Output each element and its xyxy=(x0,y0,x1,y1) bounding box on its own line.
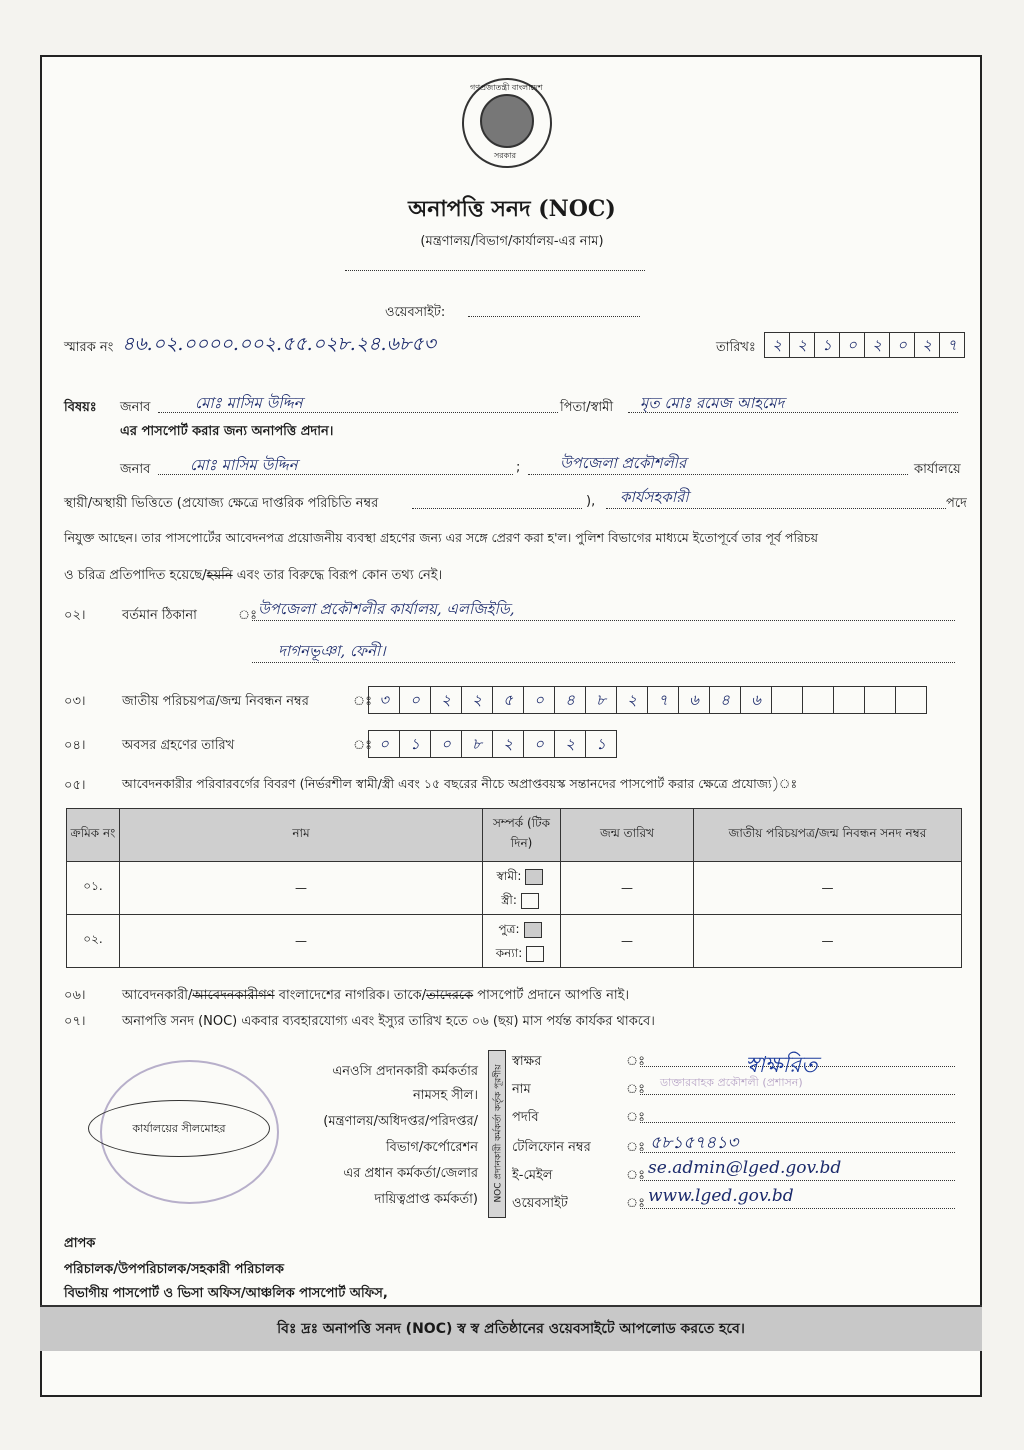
colon: ঃ xyxy=(626,1110,646,1125)
relation-husband: স্বামী: xyxy=(496,869,522,883)
daughter-checkbox[interactable] xyxy=(526,946,544,962)
col-name: নাম xyxy=(120,809,483,862)
colon: ঃ xyxy=(626,1082,646,1097)
website-value: www.lged.gov.bd xyxy=(648,1186,794,1206)
date-boxes xyxy=(764,332,964,358)
address-colon: ঃ xyxy=(238,608,258,623)
official-id-line xyxy=(412,508,582,509)
body-line4-strike: হয়নি xyxy=(206,568,233,583)
vertical-label-text: NOC প্রদানকারী কর্মকর্তা কর্তৃক পূরণীয় xyxy=(493,1064,504,1203)
body-name: মোঃ মাসিম উদ্দিন xyxy=(190,456,298,474)
email-line xyxy=(640,1180,955,1181)
decl06-strike1: আবেদনকারীগণ xyxy=(192,988,275,1003)
row-relation xyxy=(483,862,561,915)
website-line xyxy=(468,316,640,317)
colon: ঃ xyxy=(626,1140,646,1155)
colon: ঃ xyxy=(626,1054,646,1069)
item-04-number: ০৪। xyxy=(64,738,86,753)
retire-label: অবসর গ্রহণের তারিখ xyxy=(122,738,235,753)
nid-digit: ২ xyxy=(430,686,462,714)
subject-mr-label: জনাব xyxy=(120,400,151,415)
officer-signature: স্বাক্ষরিত xyxy=(745,1053,818,1078)
subject-name: মোঃ মাসিম উদ্দিন xyxy=(195,394,303,412)
officer-line: (মন্ত্রণালয়/অধিদপ্তর/পরিদপ্তর/ xyxy=(323,1114,478,1129)
item-02-number: ০২। xyxy=(64,608,86,623)
row-name: — xyxy=(120,915,483,968)
table-row xyxy=(67,862,962,915)
nid-digit: ৬ xyxy=(740,686,772,714)
nid-digit xyxy=(802,686,834,714)
address-line2: দাগনভূঞা, ফেনী। xyxy=(278,642,386,660)
nid-digit xyxy=(833,686,865,714)
declaration-06 xyxy=(122,986,629,1007)
date-label: তারিখঃ xyxy=(716,340,756,355)
retire-digit: ১ xyxy=(585,730,617,758)
government-seal xyxy=(462,78,552,168)
retire-digit: ২ xyxy=(492,730,524,758)
nid-digit xyxy=(771,686,803,714)
retire-digit: ১ xyxy=(399,730,431,758)
body-line2: স্থায়ী/অস্থায়ী ভিত্তিতে (প্রযোজ্য ক্ষেত্রে দাপ্তরিক পরিচিতি নম্বর xyxy=(64,496,379,511)
row-relation xyxy=(483,915,561,968)
wife-checkbox[interactable] xyxy=(521,893,539,909)
officer-line: এনওসি প্রদানকারী কর্মকর্তার xyxy=(332,1064,478,1079)
nid-digit: ৫ xyxy=(492,686,524,714)
memo-number: ৪৬.০২.০০০০.০০২.৫৫.০২৮.২৪.৬৮৫৩ xyxy=(122,333,436,355)
body-line4-b: এবং তার বিরুদ্ধে বিরূপ কোন তথ্য নেই। xyxy=(232,568,443,583)
row-name: — xyxy=(120,862,483,915)
nid-boxes xyxy=(368,686,926,714)
nid-digit: ৪ xyxy=(709,686,741,714)
body-line3: নিযুক্ত আছেন। তার পাসপোর্টের আবেদনপত্র প্রয়োজনীয় ব্যবস্থা গ্রহণের জন্য এর সঙ্গে প্রেরণ করা হ'ল। পুলিশ বিভাগের মাধ্যমে ইতোপূর্বে তার পূর্ব পরিচয় xyxy=(64,530,819,545)
nid-digit: ৭ xyxy=(647,686,679,714)
address-label: বর্তমান ঠিকানা xyxy=(122,608,197,623)
designation-suffix: পদে xyxy=(946,496,967,511)
subject-label: বিষয়ঃ xyxy=(64,400,97,415)
retire-colon: ঃ xyxy=(353,738,373,753)
paren-close: ), xyxy=(586,494,596,509)
table-row xyxy=(67,915,962,968)
decl06-b: বাংলাদেশের নাগরিক। তাকে/ xyxy=(274,988,427,1003)
recipient-line1: পরিচালক/উপপরিচালক/সহকারী পরিচালক xyxy=(64,1262,284,1277)
item-05-number: ০৫। xyxy=(64,778,86,793)
website-label: ওয়েবসাইট: xyxy=(385,305,446,320)
footer-note: বিঃ দ্রঃ অনাপত্তি সনদ (NOC) স্ব স্ব প্রতিষ্ঠানের ওয়েবসাইটে আপলোড করতে হবে। xyxy=(40,1305,982,1351)
colon: ঃ xyxy=(626,1196,646,1211)
recipient-label: প্রাপক xyxy=(64,1236,96,1251)
decl06-strike2: তাদেরকে xyxy=(426,988,474,1003)
father-label: পিতা/স্বামী xyxy=(560,400,614,415)
officer-line: নামসহ সীল। xyxy=(413,1088,478,1103)
row-dob: — xyxy=(561,862,694,915)
officer-name-stamp: ডাক্তারবাহক প্রকৌশলী (প্রশাসন) xyxy=(660,1076,803,1089)
officer-line: দায়িত্বপ্রাপ্ত কর্মকর্তা) xyxy=(374,1192,478,1207)
decl06-a: আবেদনকারী/ xyxy=(122,988,193,1003)
date-digit: ২ xyxy=(764,332,790,358)
nid-colon: ঃ xyxy=(353,694,373,709)
body-mr-label: জনাব xyxy=(120,462,151,477)
col-nid: জাতীয় পরিচয়পত্র/জন্ম নিবন্ধন সনদ নম্বর xyxy=(694,809,962,862)
item-03-number: ০৩। xyxy=(64,694,86,709)
field-email-label: ই-মেইল xyxy=(512,1168,553,1183)
page-subtitle: (মন্ত্রণালয়/বিভাগ/কার্যালয়-এর নাম) xyxy=(420,234,604,249)
body-line4 xyxy=(64,566,442,587)
email-value: se.admin@lged.gov.bd xyxy=(648,1158,842,1178)
item-07-number: ০৭। xyxy=(64,1014,86,1029)
ministry-name-line xyxy=(345,270,645,271)
semicolon: ; xyxy=(516,460,521,475)
name-line xyxy=(640,1094,955,1095)
date-digit: ৭ xyxy=(939,332,965,358)
subject-line2: এর পাসপোর্ট করার জন্য অনাপত্তি প্রদান। xyxy=(120,424,334,439)
retire-digit: ০ xyxy=(430,730,462,758)
retire-digit: ৮ xyxy=(461,730,493,758)
nid-digit xyxy=(864,686,896,714)
body-line4-a: ও চরিত্র প্রতিপাদিত হয়েছে/ xyxy=(64,568,207,583)
nid-label: জাতীয় পরিচয়পত্র/জন্ম নিবন্ধন নম্বর xyxy=(122,694,309,709)
row-dob: — xyxy=(561,915,694,968)
family-label: আবেদনকারীর পরিবারবর্গের বিবরণ (নির্ভরশীল স্বামী/স্ত্রী এবং ১৫ বছরের নীচে অপ্রাপ্তবয়স্ক সন্তানদের পাসপোর্ট করার ক্ষেত্রে প্রযোজ্য)ঃ xyxy=(122,776,798,791)
decl06-c: পাসপোর্ট প্রদানে আপত্তি নাই। xyxy=(473,988,630,1003)
recipient-line2: বিভাগীয় পাসপোর্ট ও ভিসা অফিস/আঞ্চলিক পাসপোর্ট অফিস, xyxy=(64,1286,388,1301)
item-06-number: ০৬। xyxy=(64,988,86,1003)
map-emblem-icon xyxy=(480,94,534,148)
son-checkbox[interactable] xyxy=(524,922,542,938)
seal-text-top: গণপ্রজাতন্ত্রী বাংলাদেশ xyxy=(470,83,543,92)
officer-line: এর প্রধান কর্মকর্তা/জেলার xyxy=(343,1166,478,1181)
field-designation-label: পদবি xyxy=(512,1110,539,1125)
page-title: অনাপত্তি সনদ (NOC) xyxy=(408,196,616,222)
memo-label: স্মারক নং xyxy=(64,340,114,355)
father-name: মৃত মোঃ রমেজ আহমেদ xyxy=(640,394,785,412)
date-digit: ১ xyxy=(814,332,840,358)
relation-son: পুত্র: xyxy=(498,922,520,936)
relation-daughter: কন্যা: xyxy=(495,946,523,960)
phone-value: ৫৮১৫৭৪১৩ xyxy=(650,1133,739,1153)
retire-digit: ০ xyxy=(368,730,400,758)
colon: ঃ xyxy=(626,1168,646,1183)
nid-digit: ৩ xyxy=(368,686,400,714)
retire-digit: ০ xyxy=(523,730,555,758)
row-nid: — xyxy=(694,915,962,968)
retire-digit: ২ xyxy=(554,730,586,758)
designation: কার্যসহকারী xyxy=(620,488,689,506)
field-website-label: ওয়েবসাইট xyxy=(512,1196,568,1211)
table-header-row xyxy=(67,809,962,862)
col-dob: জন্ম তারিখ xyxy=(561,809,694,862)
date-digit: ০ xyxy=(839,332,865,358)
nid-digit: ৪ xyxy=(554,686,586,714)
date-digit: ২ xyxy=(789,332,815,358)
nid-digit: ০ xyxy=(399,686,431,714)
row-serial: ০২. xyxy=(67,915,120,968)
address-line1: উপজেলা প্রকৌশলীর কার্যালয়, এলজিইডি, xyxy=(258,600,515,618)
relation-wife: স্ত্রী: xyxy=(501,893,517,907)
nid-digit: ২ xyxy=(616,686,648,714)
nid-digit: ৮ xyxy=(585,686,617,714)
nid-digit: ০ xyxy=(523,686,555,714)
col-relation: সম্পর্ক (টিক দিন) xyxy=(483,809,561,862)
nid-digit: ৬ xyxy=(678,686,710,714)
family-table xyxy=(66,808,962,968)
col-serial: ক্রমিক নং xyxy=(67,809,120,862)
field-signature-label: স্বাক্ষর xyxy=(512,1054,542,1069)
field-name-label: নাম xyxy=(512,1082,531,1097)
officer-line: বিভাগ/কর্পোরেশন xyxy=(385,1140,478,1155)
office-suffix: কার্যালয়ে xyxy=(914,462,961,477)
seal-text-bottom: সরকার xyxy=(494,151,517,160)
husband-checkbox[interactable] xyxy=(525,869,543,885)
nid-digit xyxy=(895,686,927,714)
office-seal-placeholder: কার্যালয়ের সীলমোহর xyxy=(88,1100,270,1157)
date-digit: ২ xyxy=(914,332,940,358)
nid-digit: ২ xyxy=(461,686,493,714)
noc-officer-vertical-label xyxy=(488,1050,506,1218)
website-line xyxy=(640,1208,955,1209)
retire-date-boxes xyxy=(368,730,616,758)
designation-line xyxy=(640,1122,955,1123)
field-phone-label: টেলিফোন নম্বর xyxy=(512,1140,591,1155)
row-serial: ০১. xyxy=(67,862,120,915)
declaration-07: অনাপত্তি সনদ (NOC) একবার ব্যবহারযোগ্য এবং ইস্যুর তারিখ হতে ০৬ (ছয়) মাস পর্যন্ত কার্যকর থাকবে। xyxy=(122,1014,655,1029)
date-digit: ২ xyxy=(864,332,890,358)
office-name: উপজেলা প্রকৌশলীর xyxy=(560,454,687,472)
row-nid: — xyxy=(694,862,962,915)
date-digit: ০ xyxy=(889,332,915,358)
